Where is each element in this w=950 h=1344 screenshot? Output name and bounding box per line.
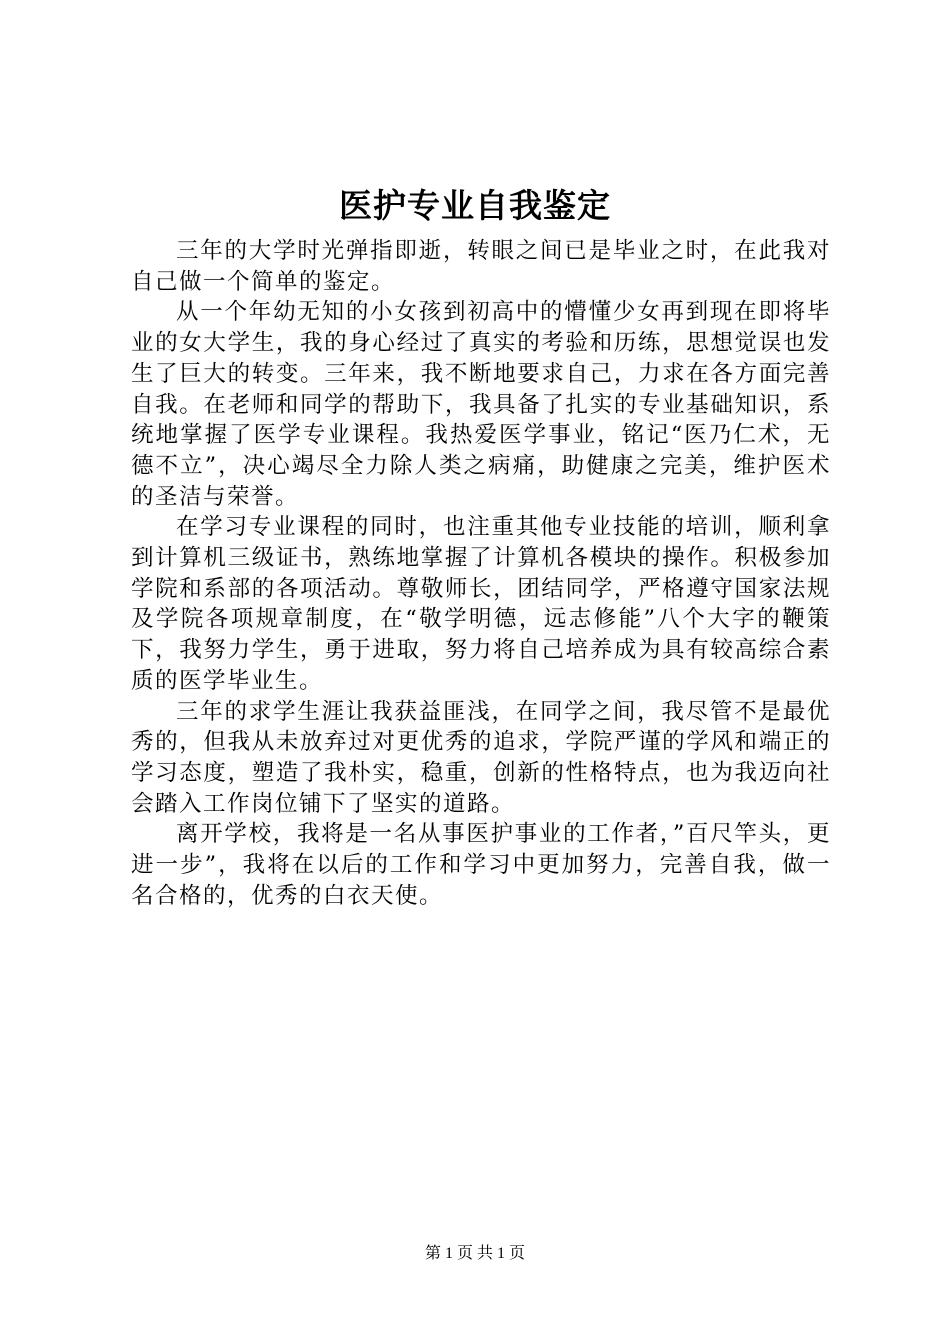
paragraph-skills: 在学习专业课程的同时，也注重其他专业技能的培训，顺利拿到计算机三级证书，熟练地掌握了计算机各模块的操作。积极参加学院和系部的各项活动。尊敬师长，团结同学，严格遵守国家法规及学院各项规章制度，在“敬学明德，远志修能”八个大字的鞭策下，我努力学生，勇于进取，努力将自己培养成为具有较高综合素质的医学毕业生。	[131, 514, 831, 694]
document-body	[131, 236, 831, 911]
paragraph-reflection: 三年的求学生涯让我获益匪浅，在同学之间，我尽管不是最优秀的，但我从未放弃过对更优秀的追求，学院严谨的学风和端正的学习态度，塑造了我朴实，稳重，创新的性格特点，也为我迈向社会踏入工作岗位铺下了坚实的道路。	[131, 698, 831, 817]
paragraph-conclusion: 离开学校，我将是一名从事医护事业的工作者，”百尺竿头，更进一步”，我将在以后的工作和学习中更加努力，完善自我，做一名合格的，优秀的白衣天使。	[131, 821, 831, 909]
page-number-footer: 第 1 页 共 1 页	[424, 1245, 525, 1262]
paragraph-intro: 三年的大学时光弹指即逝，转眼之间已是毕业之时，在此我对自己做一个简单的鉴定。	[131, 238, 831, 295]
paragraph-growth: 从一个年幼无知的小女孩到初高中的懵懂少女再到现在即将毕业的女大学生，我的身心经过了真实的考验和历练，思想觉误也发生了巨大的转变。三年来，我不断地要求自己，力求在各方面完善自我。在老师和同学的帮助下，我具备了扎实的专业基础知识，系统地掌握了医学专业课程。我热爱医学事业，铭记“医乃仁术，无德不立”，决心竭尽全力除人类之病痛，助健康之完美，维护医术的圣洁与荣誉。	[131, 299, 831, 510]
document-title: 医护专业自我鉴定	[339, 186, 611, 225]
